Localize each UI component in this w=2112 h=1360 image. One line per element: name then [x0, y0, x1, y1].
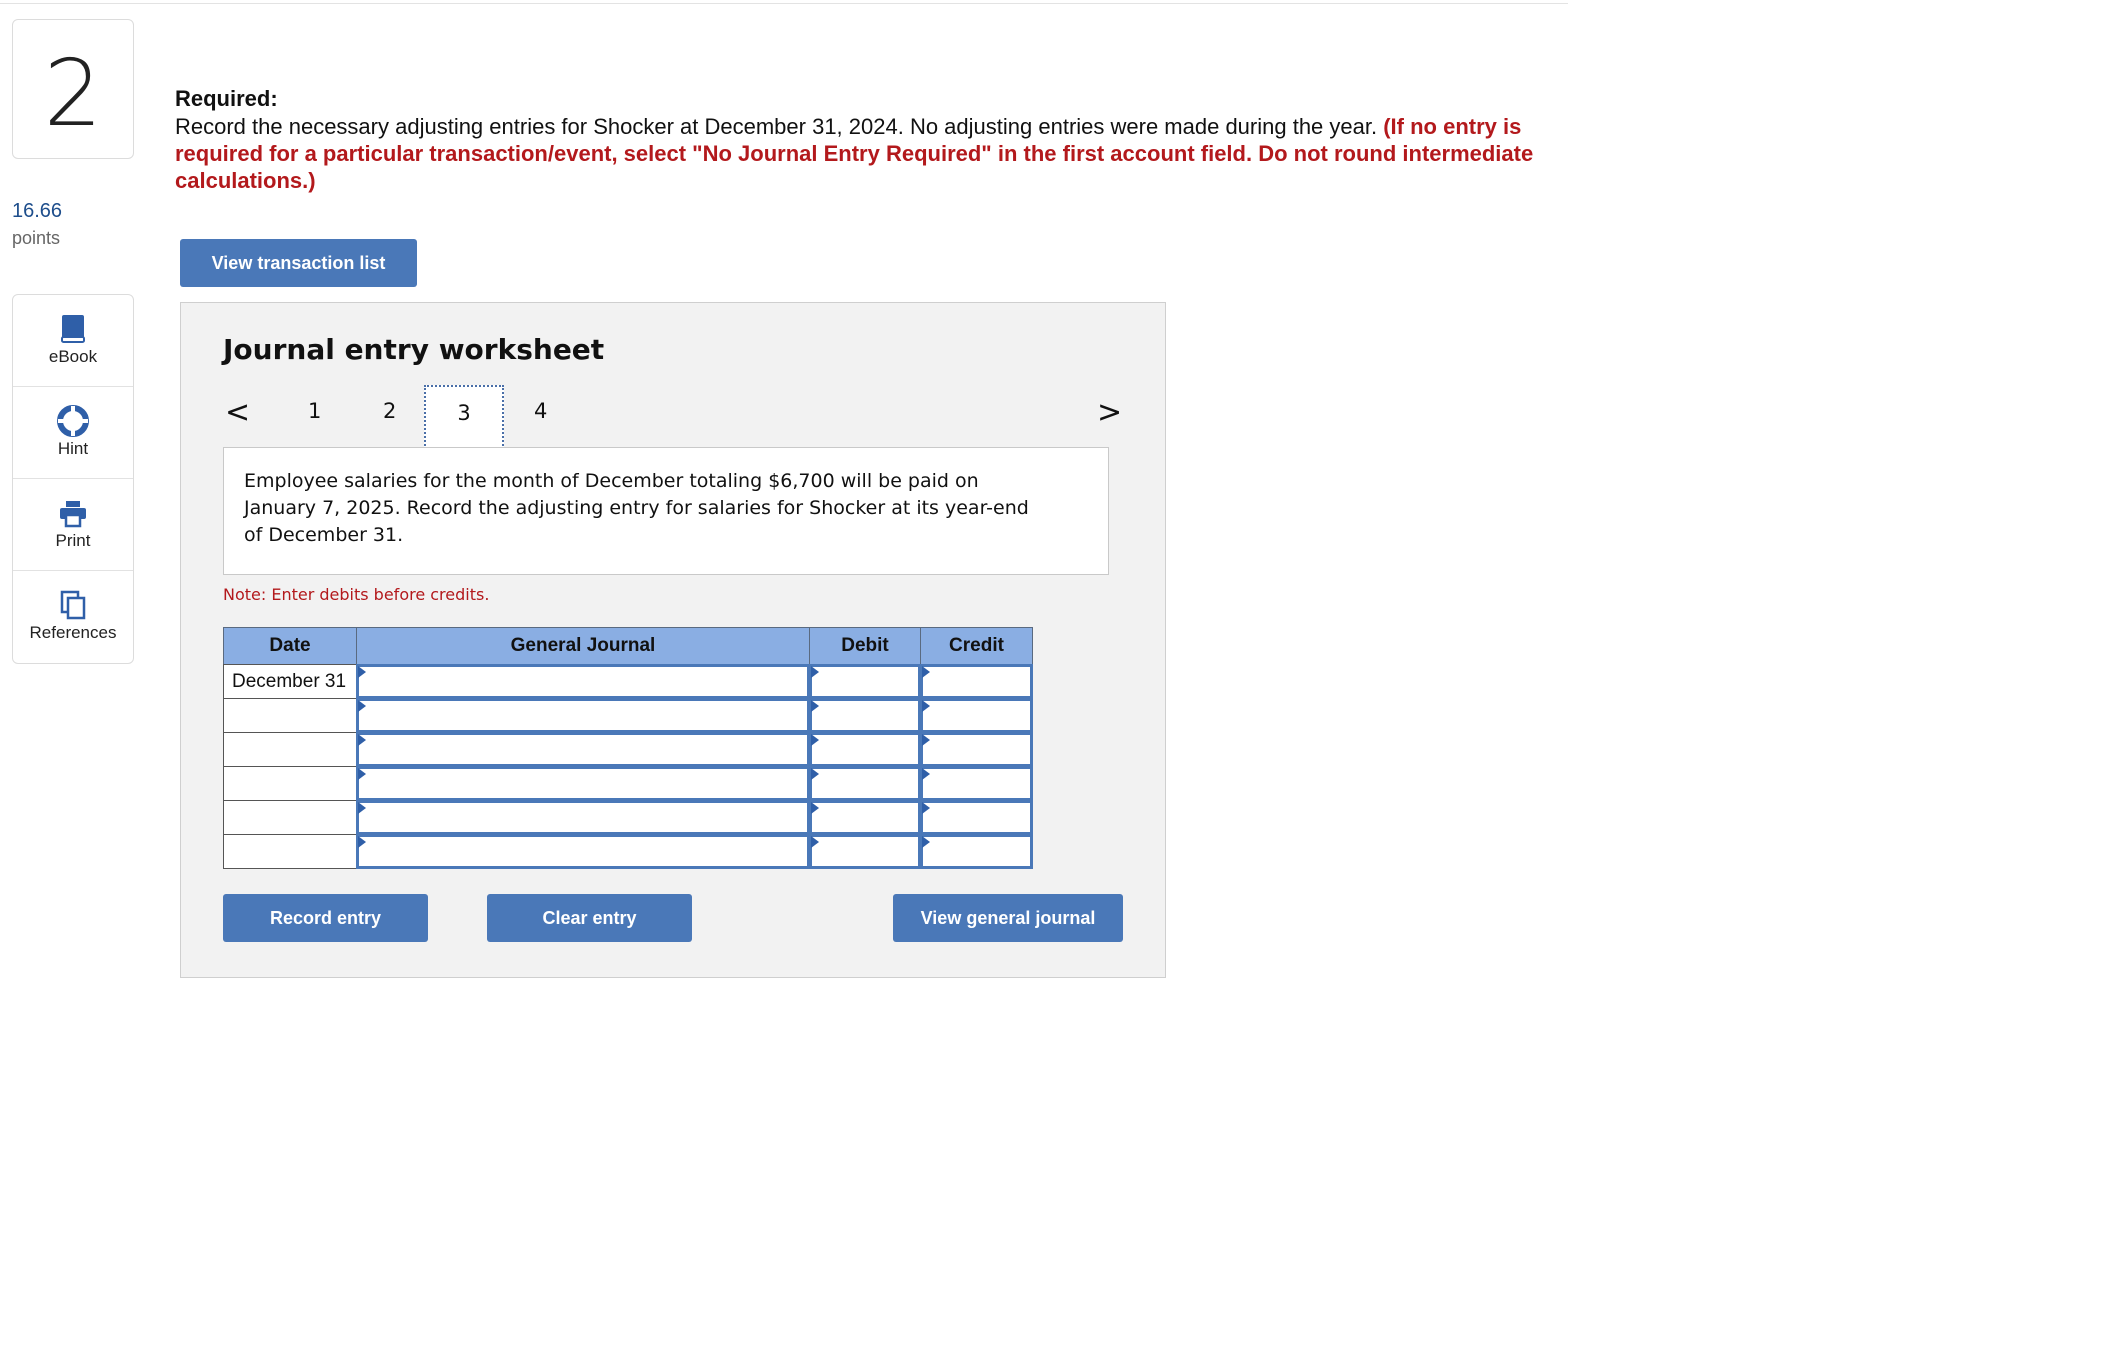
dropdown-marker-icon: [358, 836, 366, 848]
credit-input[interactable]: [920, 732, 1033, 767]
debit-input[interactable]: [809, 834, 921, 869]
question-number-card: [12, 19, 134, 159]
account-select[interactable]: [356, 698, 810, 733]
print-button[interactable]: [13, 479, 133, 571]
debit-input[interactable]: [809, 732, 921, 767]
dropdown-marker-icon: [811, 700, 819, 712]
debit-input[interactable]: [809, 800, 921, 835]
dropdown-marker-icon: [922, 768, 930, 780]
question-number: 2: [43, 40, 103, 147]
credit-input[interactable]: [920, 664, 1033, 699]
account-select[interactable]: [356, 800, 810, 835]
references-label: References: [29, 623, 117, 642]
tools-sidebar: [12, 294, 134, 664]
dropdown-marker-icon: [358, 700, 366, 712]
row-date-cell: [223, 766, 357, 801]
account-select[interactable]: [356, 664, 810, 699]
journal-worksheet-panel: [180, 302, 1166, 978]
credit-input[interactable]: [920, 834, 1033, 869]
account-select[interactable]: [356, 732, 810, 767]
references-button[interactable]: [13, 571, 133, 663]
column-header-date: Date: [223, 627, 357, 665]
view-transaction-list-button[interactable]: View transaction list: [180, 239, 417, 287]
credit-input[interactable]: [920, 766, 1033, 801]
worksheet-title: Journal entry worksheet: [223, 333, 605, 366]
dropdown-marker-icon: [922, 734, 930, 746]
previous-arrow-icon[interactable]: <: [225, 395, 251, 430]
dropdown-marker-icon: [811, 734, 819, 746]
dropdown-marker-icon: [358, 802, 366, 814]
column-header-credit: Credit: [920, 627, 1033, 665]
credit-input[interactable]: [920, 698, 1033, 733]
dropdown-marker-icon: [811, 802, 819, 814]
hint-button[interactable]: [13, 387, 133, 479]
row-date-cell: December 31: [223, 664, 357, 699]
page-tab-2[interactable]: 2: [383, 399, 397, 423]
debit-input[interactable]: [809, 664, 921, 699]
points-label: points: [12, 228, 61, 248]
account-select[interactable]: [356, 766, 810, 801]
dropdown-marker-icon: [922, 836, 930, 848]
page-tab-4[interactable]: 4: [534, 399, 548, 423]
dropdown-marker-icon: [811, 666, 819, 678]
transaction-description: Employee salaries for the month of December totaling $6,700 will be paid on January 7, 2025. Record the adjusting entry for salaries for Shocker at its year-end of December 31.: [244, 470, 1029, 546]
record-entry-button[interactable]: Record entry: [223, 894, 428, 942]
required-instructions: [175, 113, 1535, 194]
debit-credit-note: Note: Enter debits before credits.: [223, 585, 490, 604]
page-tab-3-label: 3: [457, 401, 471, 425]
account-select[interactable]: [356, 834, 810, 869]
next-arrow-icon[interactable]: >: [1097, 395, 1123, 430]
hint-label: Hint: [57, 439, 89, 458]
copy-icon: [57, 589, 89, 621]
required-warning: (If no entry is required for a particular transaction/event, select "No Journal Entry Required" in the first account field. Do not round intermediate calculations.): [175, 114, 1534, 193]
page-tab-1[interactable]: 1: [308, 399, 322, 423]
journal-entry-grid: [223, 627, 1033, 871]
row-date-cell: [223, 834, 357, 869]
book-icon: [57, 313, 89, 345]
print-label: Print: [55, 531, 91, 550]
dropdown-marker-icon: [922, 666, 930, 678]
debit-input[interactable]: [809, 766, 921, 801]
view-general-journal-button[interactable]: View general journal: [893, 894, 1123, 942]
column-header-debit: Debit: [809, 627, 921, 665]
required-text: Record the necessary adjusting entries for Shocker at December 31, 2024. No adjusting entries were made during the year.: [175, 114, 1378, 139]
dropdown-marker-icon: [358, 768, 366, 780]
row-date-cell: [223, 800, 357, 835]
page-tab-3-active[interactable]: [424, 385, 504, 449]
dropdown-marker-icon: [811, 836, 819, 848]
debit-input[interactable]: [809, 698, 921, 733]
lifebuoy-icon: [57, 405, 89, 437]
column-header-general-journal: General Journal: [356, 627, 810, 665]
ebook-label: eBook: [48, 347, 98, 366]
dropdown-marker-icon: [811, 768, 819, 780]
printer-icon: [57, 497, 89, 529]
ebook-button[interactable]: [13, 295, 133, 387]
credit-input[interactable]: [920, 800, 1033, 835]
dropdown-marker-icon: [358, 734, 366, 746]
points-value: 16.66: [12, 200, 63, 222]
required-heading: Required:: [175, 86, 278, 111]
transaction-description-box: [223, 447, 1109, 575]
row-date-cell: [223, 698, 357, 733]
top-divider: [0, 3, 1568, 4]
dropdown-marker-icon: [358, 666, 366, 678]
dropdown-marker-icon: [922, 700, 930, 712]
clear-entry-button[interactable]: Clear entry: [487, 894, 692, 942]
dropdown-marker-icon: [922, 802, 930, 814]
row-date-cell: [223, 732, 357, 767]
